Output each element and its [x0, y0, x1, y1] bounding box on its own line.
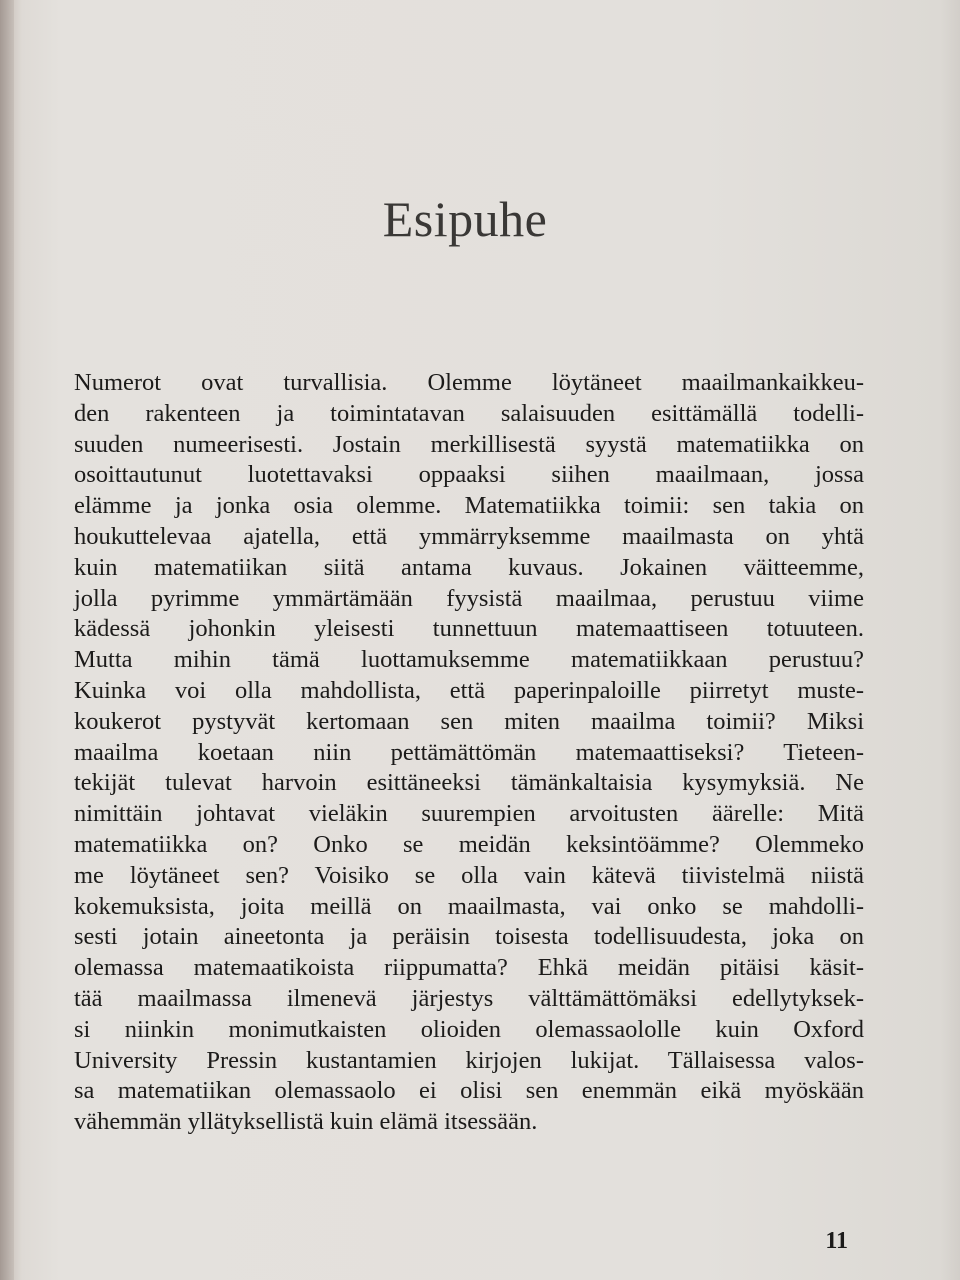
text-line: maailma koetaan niin pettämättömän matemaattiseksi? Tieteen- [74, 738, 864, 766]
text-line: tää maailmassa ilmenevä järjestys välttämättömäksi edellytyksek- [74, 984, 864, 1012]
text-line: tekijät tulevat harvoin esittäneeksi tämänkaltaisia kysymyksiä. Ne [74, 769, 864, 797]
text-line: kuin matematiikan siitä antama kuvaus. Jokainen väitteemme, [74, 553, 864, 581]
text-line: me löytäneet sen? Voisiko se olla vain kätevä tiivistelmä niistä [74, 861, 864, 889]
text-line: sa matematiikan olemassaolo ei olisi sen enemmän eikä myöskään [74, 1077, 864, 1105]
preface-paragraph [74, 368, 864, 1138]
text-line: jolla pyrimme ymmärtämään fyysistä maailmaa, perustuu viime [74, 584, 864, 612]
text-line: vähemmän yllätyksellistä kuin elämä itsessään. [74, 1108, 538, 1136]
text-line: den rakenteen ja toimintatavan salaisuuden esittämällä todelli- [74, 399, 864, 427]
text-line: nimittäin johtavat vieläkin suurempien arvoitusten äärelle: Mitä [74, 800, 864, 828]
text-line: kädessä johonkin yleisesti tunnettuun matemaattiseen totuuteen. [74, 615, 864, 643]
text-line: kokemuksista, joita meillä on maailmasta, vai onko se mahdolli- [74, 892, 864, 920]
text-line: elämme ja jonka osia olemme. Matematiikka toimii: sen takia on [74, 492, 864, 520]
text-line: suuden numeerisesti. Jostain merkillisestä syystä matematiikka on [74, 430, 864, 458]
text-line: si niinkin monimutkaisten olioiden olemassaololle kuin Oxford [74, 1015, 864, 1043]
text-line: Numerot ovat turvallisia. Olemme löytäneet maailmankaikkeu- [74, 369, 864, 396]
text-line: University Pressin kustantamien kirjojen lukijat. Tällaisessa valos- [74, 1046, 864, 1074]
text-line: houkuttelevaa ajatella, että ymmärryksemme maailmasta on yhtä [74, 522, 864, 550]
text-line: Mutta mihin tämä luottamuksemme matematiikkaan perustuu? [74, 646, 864, 674]
page-number: 11 [825, 1228, 848, 1254]
text-line: sesti jotain aineetonta ja peräisin toisesta todellisuudesta, joka on [74, 923, 864, 951]
text-line: olemassa matemaatikoista riippumatta? Ehkä meidän pitäisi käsit- [74, 954, 864, 982]
text-line: matematiikka on? Onko se meidän keksintöämme? Olemmeko [74, 830, 864, 858]
text-line: Kuinka voi olla mahdollista, että paperinpaloille piirretyt muste- [74, 676, 864, 704]
chapter-title: Esipuhe [382, 191, 548, 247]
text-line: osoittautunut luotettavaksi oppaaksi siihen maailmaan, jossa [74, 461, 864, 489]
text-line: koukerot pystyvät kertomaan sen miten maailma toimii? Miksi [74, 707, 864, 735]
